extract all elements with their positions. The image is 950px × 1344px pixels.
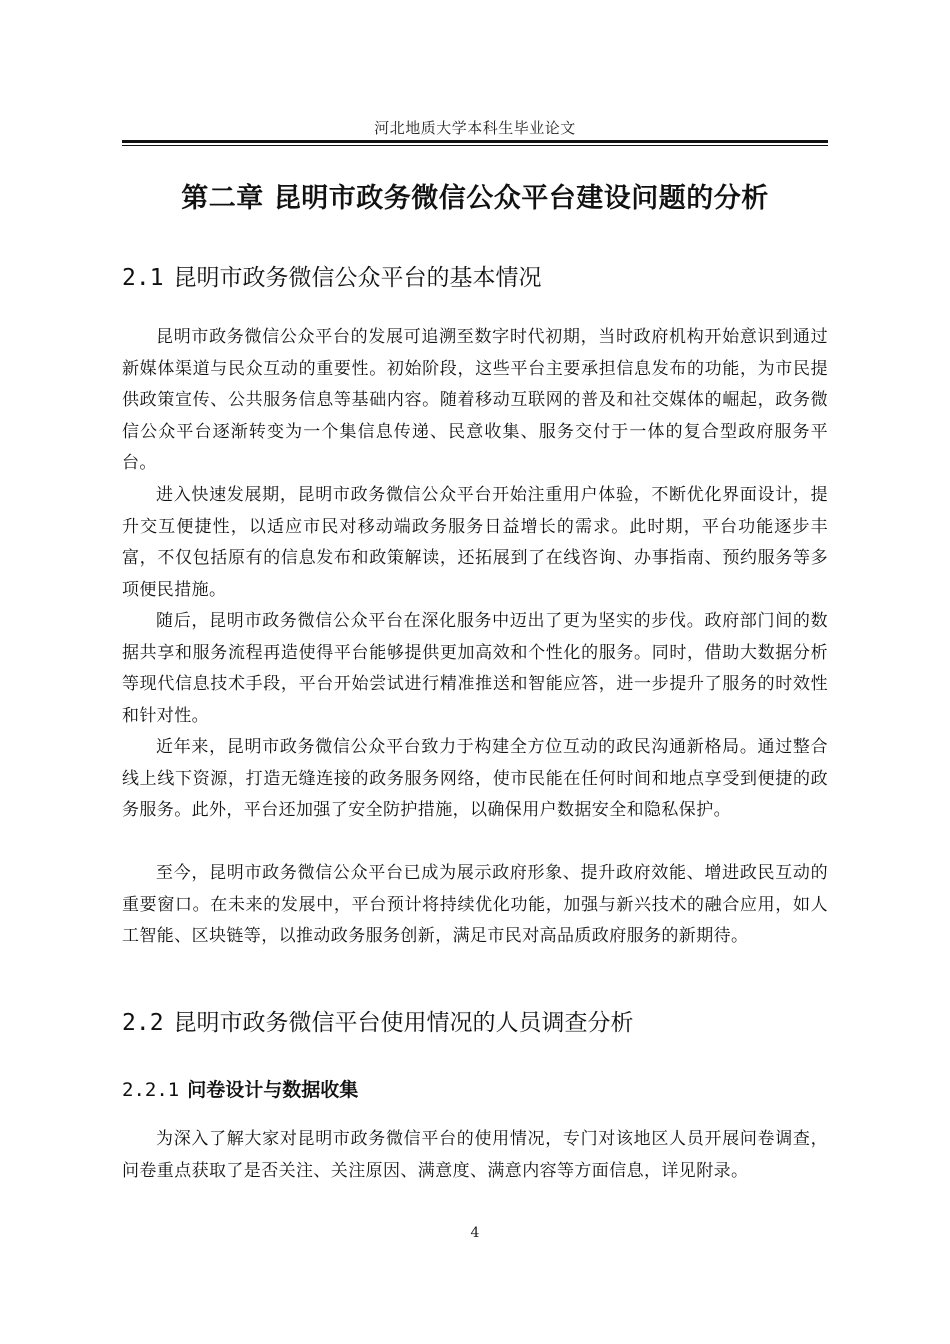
header-rule: [122, 140, 828, 143]
subsection-heading-2-2-1: [122, 1075, 828, 1102]
paragraph: 随后，昆明市政务微信公众平台在深化服务中迈出了更为坚实的步伐。政府部门间的数据共享和服务流程再造使得平台能够提供更加高效和个性化的服务。同时，借助大数据分析等现代信息技术手段，平台开始尝试进行精准推送和智能应答，进一步提升了服务的时效性和针对性。: [122, 611, 828, 726]
page-number: 4: [470, 1225, 480, 1241]
section-heading-2-2: [122, 1004, 828, 1037]
paragraph: 为深入了解大家对昆明市政务微信平台的使用情况，专门对该地区人员开展问卷调查，问卷重点获取了是否关注、关注原因、满意度、满意内容等方面信息，详见附录。: [122, 1129, 828, 1181]
section-heading-2-1: [122, 259, 828, 292]
paragraph: 至今，昆明市政务微信公众平台已成为展示政府形象、提升政府效能、增进政民互动的重要窗口。在未来的发展中，平台预计将持续优化功能，加强与新兴技术的融合应用，如人工智能、区块链等，以推动政务服务创新，满足市民对高品质政府服务的新期待。: [122, 863, 828, 947]
section-number: 2.2: [122, 1010, 164, 1036]
subsection-title: 问卷设计与数据收集: [187, 1079, 359, 1101]
paragraph: 进入快速发展期，昆明市政务微信公众平台开始注重用户体验，不断优化界面设计，提升交互便捷性，以适应市民对移动端政务服务日益增长的需求。此时期，平台功能逐步丰富，不仅包括原有的信息发布和政策解读，还拓展到了在线咨询、办事指南、预约服务等多项便民措施。: [122, 485, 828, 600]
paragraph: 近年来，昆明市政务微信公众平台致力于构建全方位互动的政民沟通新格局。通过整合线上线下资源，打造无缝连接的政务服务网络，使市民能在任何时间和地点享受到便捷的政务服务。此外，平台还加强了安全防护措施，以确保用户数据安全和隐私保护。: [122, 737, 828, 821]
section-number: 2.1: [122, 265, 164, 291]
section-title: 昆明市政务微信公众平台的基本情况: [173, 265, 542, 291]
subsection-number: 2.2.1: [122, 1079, 180, 1101]
section-title: 昆明市政务微信平台使用情况的人员调查分析: [173, 1010, 634, 1036]
header-rule-thin: [122, 145, 828, 146]
paragraph: 昆明市政务微信公众平台的发展可追溯至数字时代初期，当时政府机构开始意识到通过新媒体渠道与民众互动的重要性。初始阶段，这些平台主要承担信息发布的功能，为市民提供政策宣传、公共服务信息等基础内容。随着移动互联网的普及和社交媒体的崛起，政务微信公众平台逐渐转变为一个集信息传递、民意收集、服务交付于一体的复合型政府服务平台。: [122, 327, 828, 474]
running-header: 河北地质大学本科生毕业论文: [374, 119, 576, 137]
chapter-title: 第二章 昆明市政务微信公众平台建设问题的分析: [181, 183, 769, 214]
